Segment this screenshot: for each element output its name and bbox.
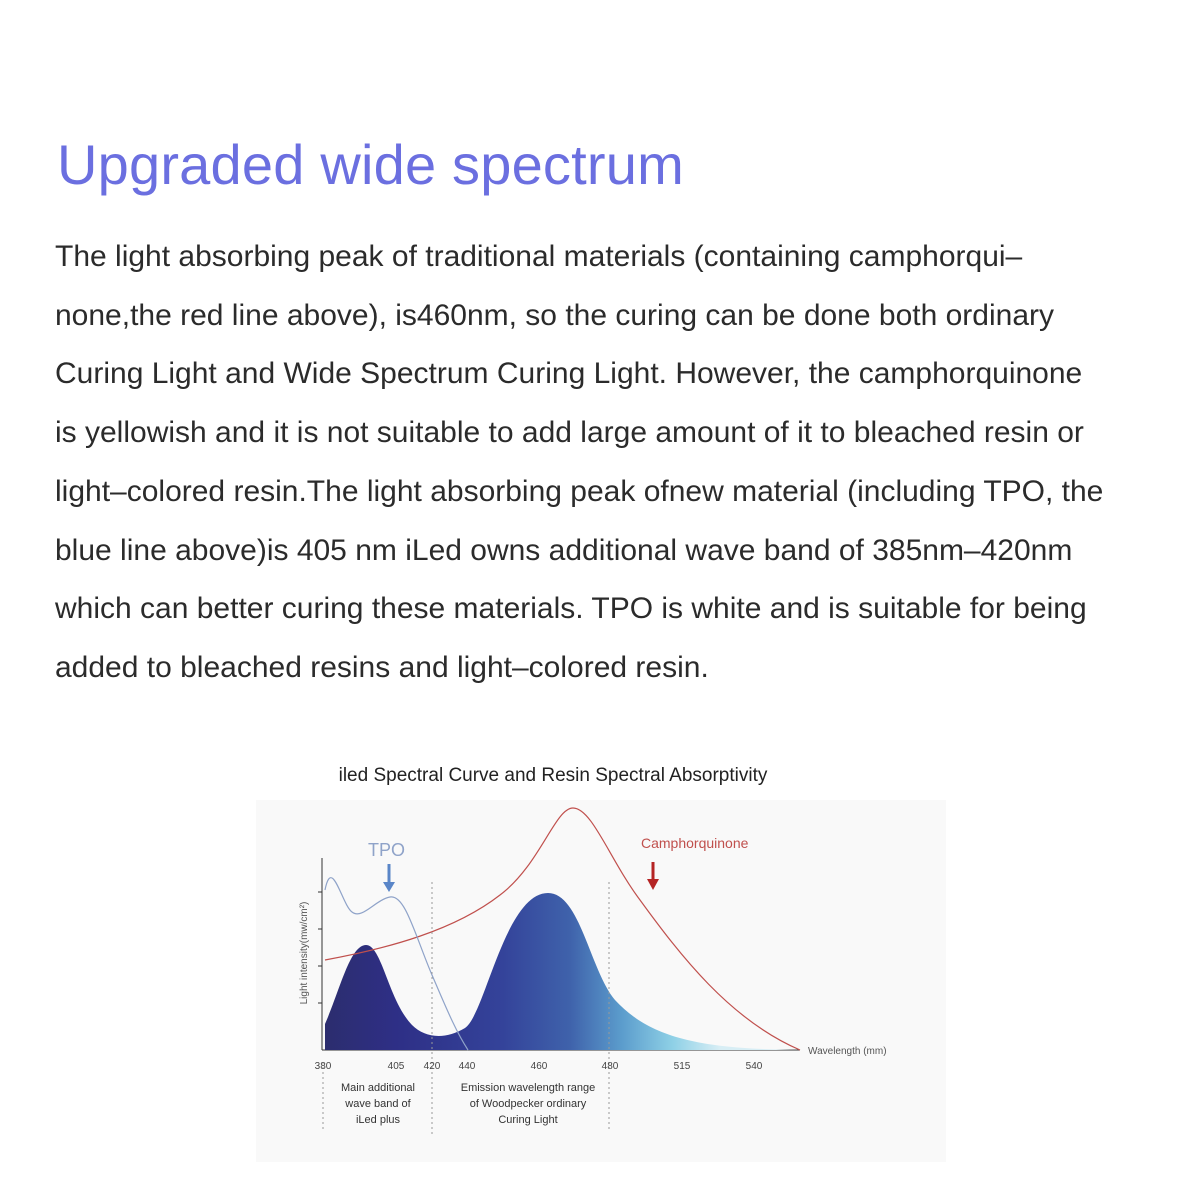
x-tick-label: 420 <box>423 1061 441 1072</box>
y-axis-title: Light intensity(mw/cm²) <box>299 901 310 1005</box>
x-tick-label: 440 <box>458 1061 476 1072</box>
region-caption-line: Emission wavelength range <box>460 1082 596 1094</box>
x-tick-label: 480 <box>601 1061 619 1072</box>
region-caption-line: of Woodpecker ordinary <box>469 1098 587 1110</box>
region-caption-line: wave band of <box>345 1098 411 1110</box>
x-axis-title: Wavelength (mm) <box>808 1046 887 1057</box>
region-caption-line: Main additional <box>341 1082 415 1094</box>
tpo-label: TPO <box>368 840 406 860</box>
camphorquinone-arrow-icon <box>647 862 659 890</box>
region-caption-line: Curing Light <box>498 1114 558 1126</box>
x-tick-label: 405 <box>387 1061 405 1072</box>
description-line: blue line above)is 405 nm iLed owns additional wave band of 385nm–420nm <box>55 533 1073 567</box>
iled-emission-band <box>325 893 800 1050</box>
tpo-arrow-icon <box>383 864 395 892</box>
chart-title: iled Spectral Curve and Resin Spectral Absorptivity <box>338 765 768 786</box>
description-line: light–colored resin.The light absorbing peak ofnew material (including TPO, the <box>55 474 1104 508</box>
page-title: Upgraded wide spectrum <box>57 133 684 196</box>
camphorquinone-label: Camphorquinone <box>641 835 749 851</box>
region-caption-line: iLed plus <box>355 1114 401 1126</box>
description-line: which can better curing these materials. TPO is white and is suitable for being <box>55 592 1087 626</box>
x-tick-label: 540 <box>745 1061 763 1072</box>
description-line: is yellowish and it is not suitable to add large amount of it to bleached resin or <box>55 416 1084 450</box>
description-line: none,the red line above), is460nm, so the curing can be done both ordinary <box>55 298 1054 332</box>
description-line: added to bleached resins and light–colored resin. <box>55 650 709 684</box>
description-line: The light absorbing peak of traditional materials (containing camphorqui– <box>55 240 1023 273</box>
x-tick-label: 380 <box>314 1061 332 1072</box>
x-tick-label: 515 <box>673 1061 691 1072</box>
x-tick-label: 460 <box>530 1061 548 1072</box>
description-line: Curing Light and Wide Spectrum Curing Light. However, the camphorquinone <box>55 357 1083 391</box>
